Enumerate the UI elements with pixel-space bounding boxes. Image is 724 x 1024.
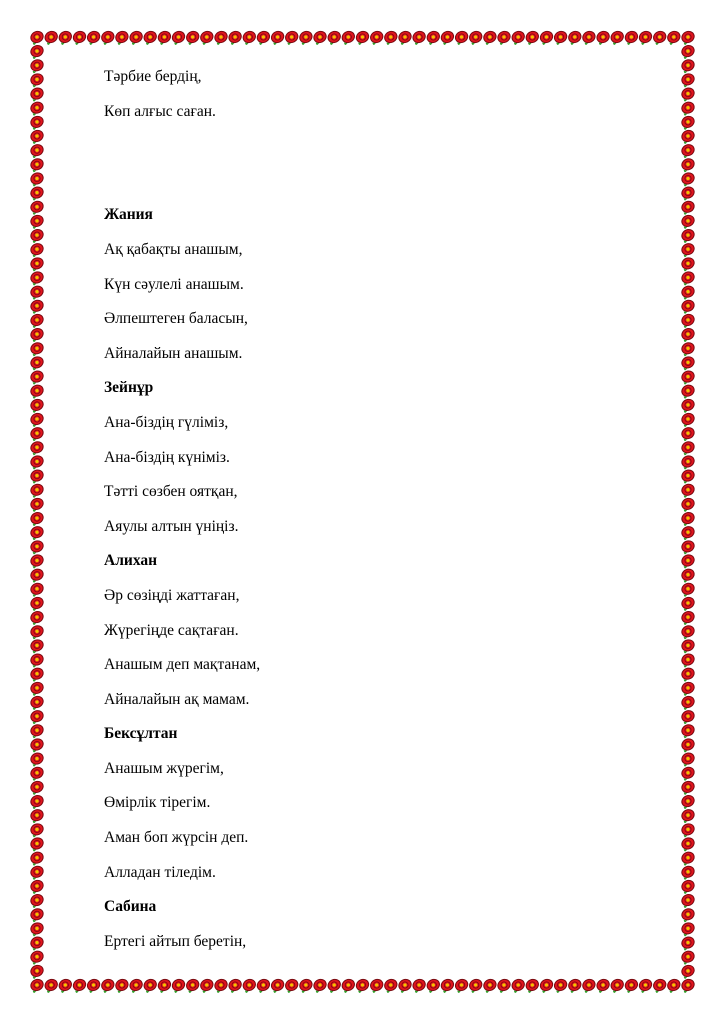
red-flower-icon bbox=[354, 977, 370, 993]
red-flower-icon bbox=[29, 185, 45, 201]
poem-line: Алладан тіледім. bbox=[104, 863, 216, 881]
red-flower-icon bbox=[397, 977, 413, 993]
red-flower-icon bbox=[227, 977, 243, 993]
red-flower-icon bbox=[482, 29, 498, 45]
red-flower-icon bbox=[397, 29, 413, 45]
red-flower-icon bbox=[29, 440, 45, 456]
red-flower-icon bbox=[269, 29, 285, 45]
red-flower-icon bbox=[453, 977, 469, 993]
red-flower-icon bbox=[29, 878, 45, 894]
red-flower-icon bbox=[29, 143, 45, 159]
stanza-gap bbox=[104, 129, 664, 164]
poem-line: Әр сөзіңді жаттаған, bbox=[104, 586, 240, 604]
red-flower-icon bbox=[100, 977, 116, 993]
poem-line: Аман боп жүрсін деп. bbox=[104, 829, 249, 847]
red-flower-icon bbox=[255, 977, 271, 993]
red-flower-icon bbox=[29, 921, 45, 937]
red-flower-icon bbox=[680, 114, 696, 130]
red-flower-icon bbox=[29, 850, 45, 866]
red-flower-icon bbox=[425, 29, 441, 45]
red-flower-icon bbox=[29, 595, 45, 611]
red-flower-icon bbox=[29, 228, 45, 244]
red-flower-icon bbox=[567, 977, 583, 993]
red-flower-icon bbox=[680, 977, 696, 993]
red-flower-icon bbox=[29, 553, 45, 569]
red-flower-icon bbox=[680, 694, 696, 710]
red-flower-icon bbox=[29, 949, 45, 965]
red-flower-icon bbox=[29, 751, 45, 767]
red-flower-icon bbox=[680, 737, 696, 753]
red-flower-icon bbox=[199, 29, 215, 45]
poem-line: Ана-біздің күніміз. bbox=[104, 448, 230, 466]
stanza-gap bbox=[104, 164, 664, 199]
red-flower-icon bbox=[680, 525, 696, 541]
red-flower-icon bbox=[538, 29, 554, 45]
red-flower-icon bbox=[128, 29, 144, 45]
red-flower-icon bbox=[369, 977, 385, 993]
red-flower-icon bbox=[199, 977, 215, 993]
red-flower-icon bbox=[29, 355, 45, 371]
red-flower-icon bbox=[29, 581, 45, 597]
red-flower-icon bbox=[680, 666, 696, 682]
red-flower-icon bbox=[680, 44, 696, 60]
red-flower-icon bbox=[29, 397, 45, 413]
red-flower-icon bbox=[595, 977, 611, 993]
red-flower-icon bbox=[57, 29, 73, 45]
red-flower-icon bbox=[680, 595, 696, 611]
red-flower-icon bbox=[411, 29, 427, 45]
red-flower-icon bbox=[43, 977, 59, 993]
reader-name-sabina: Сабина bbox=[104, 898, 157, 916]
red-flower-icon bbox=[383, 977, 399, 993]
red-flower-icon bbox=[680, 58, 696, 74]
poem-line: Анашым жүрегім, bbox=[104, 759, 224, 777]
red-flower-icon bbox=[29, 652, 45, 668]
red-flower-icon bbox=[100, 29, 116, 45]
red-flower-icon bbox=[680, 765, 696, 781]
red-flower-icon bbox=[680, 878, 696, 894]
red-flower-icon bbox=[29, 58, 45, 74]
poem-line: Ақ қабақты анашым, bbox=[104, 240, 243, 258]
red-flower-icon bbox=[510, 29, 526, 45]
red-flower-icon bbox=[43, 29, 59, 45]
red-flower-icon bbox=[680, 511, 696, 527]
red-flower-icon bbox=[29, 72, 45, 88]
red-flower-icon bbox=[57, 977, 73, 993]
red-flower-icon bbox=[340, 977, 356, 993]
red-flower-icon bbox=[284, 977, 300, 993]
poem-line: Ана-біздің гүліміз, bbox=[104, 413, 229, 431]
red-flower-icon bbox=[680, 86, 696, 102]
red-flower-icon bbox=[29, 963, 45, 979]
poem-line: Күн сәулелі анашым. bbox=[104, 275, 244, 293]
red-flower-icon bbox=[213, 977, 229, 993]
red-flower-icon bbox=[680, 327, 696, 343]
red-flower-icon bbox=[71, 29, 87, 45]
red-flower-icon bbox=[29, 482, 45, 498]
red-flower-icon bbox=[185, 29, 201, 45]
red-flower-icon bbox=[680, 242, 696, 258]
red-flower-icon bbox=[680, 496, 696, 512]
red-flower-icon bbox=[29, 426, 45, 442]
red-flower-icon bbox=[680, 822, 696, 838]
red-flower-icon bbox=[680, 72, 696, 88]
red-flower-icon bbox=[29, 822, 45, 838]
red-flower-icon bbox=[85, 977, 101, 993]
red-flower-icon bbox=[680, 850, 696, 866]
red-flower-icon bbox=[680, 298, 696, 314]
red-flower-icon bbox=[552, 29, 568, 45]
red-flower-icon bbox=[29, 610, 45, 626]
poem-line: Жүрегіңде сақтаған. bbox=[104, 621, 239, 639]
red-flower-icon bbox=[680, 482, 696, 498]
poem-line: Ертегі айтып беретін, bbox=[104, 932, 247, 950]
red-flower-icon bbox=[567, 29, 583, 45]
red-flower-icon bbox=[29, 199, 45, 215]
red-flower-icon bbox=[496, 977, 512, 993]
red-flower-icon bbox=[680, 624, 696, 640]
red-flower-icon bbox=[29, 312, 45, 328]
red-flower-icon bbox=[666, 977, 682, 993]
red-flower-icon bbox=[29, 128, 45, 144]
red-flower-icon bbox=[29, 157, 45, 173]
red-flower-icon bbox=[241, 977, 257, 993]
red-flower-icon bbox=[29, 242, 45, 258]
red-flower-icon bbox=[29, 327, 45, 343]
red-flower-icon bbox=[538, 977, 554, 993]
red-flower-icon bbox=[680, 454, 696, 470]
red-flower-icon bbox=[680, 284, 696, 300]
red-flower-icon bbox=[581, 29, 597, 45]
red-flower-icon bbox=[482, 977, 498, 993]
red-flower-icon bbox=[29, 511, 45, 527]
poem-line: Әлпештеген баласын, bbox=[104, 310, 248, 328]
red-flower-icon bbox=[680, 369, 696, 385]
red-flower-icon bbox=[680, 270, 696, 286]
red-flower-icon bbox=[680, 157, 696, 173]
red-flower-icon bbox=[326, 29, 342, 45]
red-flower-icon bbox=[680, 779, 696, 795]
red-flower-icon bbox=[298, 977, 314, 993]
red-flower-icon bbox=[29, 907, 45, 923]
red-flower-icon bbox=[71, 977, 87, 993]
red-flower-icon bbox=[114, 29, 130, 45]
red-flower-icon bbox=[29, 341, 45, 357]
red-flower-icon bbox=[468, 29, 484, 45]
red-flower-icon bbox=[425, 977, 441, 993]
red-flower-icon bbox=[29, 694, 45, 710]
red-flower-icon bbox=[680, 29, 696, 45]
red-flower-icon bbox=[680, 808, 696, 824]
red-flower-icon bbox=[680, 723, 696, 739]
red-flower-icon bbox=[269, 977, 285, 993]
poem-line: Аяулы алтын үніңіз. bbox=[104, 517, 239, 535]
red-flower-icon bbox=[411, 977, 427, 993]
red-flower-icon bbox=[29, 567, 45, 583]
red-flower-icon bbox=[29, 539, 45, 555]
red-flower-icon bbox=[524, 29, 540, 45]
red-flower-icon bbox=[29, 369, 45, 385]
red-flower-icon bbox=[680, 355, 696, 371]
red-flower-icon bbox=[680, 411, 696, 427]
red-flower-icon bbox=[680, 100, 696, 116]
red-flower-icon bbox=[680, 228, 696, 244]
red-flower-icon bbox=[85, 29, 101, 45]
poem-line: Айналайын ақ мамам. bbox=[104, 690, 250, 708]
red-flower-icon bbox=[114, 977, 130, 993]
red-flower-icon bbox=[680, 652, 696, 668]
poem-line: Айналайын анашым. bbox=[104, 344, 243, 362]
red-flower-icon bbox=[29, 765, 45, 781]
red-flower-icon bbox=[29, 808, 45, 824]
red-flower-icon bbox=[680, 610, 696, 626]
red-flower-icon bbox=[29, 270, 45, 286]
red-flower-icon bbox=[156, 977, 172, 993]
red-flower-icon bbox=[29, 794, 45, 810]
red-flower-icon bbox=[213, 29, 229, 45]
red-flower-icon bbox=[552, 977, 568, 993]
red-flower-icon bbox=[680, 638, 696, 654]
red-flower-icon bbox=[298, 29, 314, 45]
red-flower-icon bbox=[496, 29, 512, 45]
red-flower-icon bbox=[312, 977, 328, 993]
red-flower-icon bbox=[680, 397, 696, 413]
red-flower-icon bbox=[29, 723, 45, 739]
red-flower-icon bbox=[680, 581, 696, 597]
red-flower-icon bbox=[29, 836, 45, 852]
red-flower-icon bbox=[29, 525, 45, 541]
red-flower-icon bbox=[312, 29, 328, 45]
red-flower-icon bbox=[680, 539, 696, 555]
red-flower-icon bbox=[623, 29, 639, 45]
red-flower-icon bbox=[680, 836, 696, 852]
red-flower-icon bbox=[29, 284, 45, 300]
red-flower-icon bbox=[29, 864, 45, 880]
red-flower-icon bbox=[185, 977, 201, 993]
red-flower-icon bbox=[29, 666, 45, 682]
red-flower-icon bbox=[666, 29, 682, 45]
red-flower-icon bbox=[439, 977, 455, 993]
red-flower-icon bbox=[29, 86, 45, 102]
red-flower-icon bbox=[680, 935, 696, 951]
red-flower-icon bbox=[29, 100, 45, 116]
red-flower-icon bbox=[29, 779, 45, 795]
red-flower-icon bbox=[453, 29, 469, 45]
red-flower-icon bbox=[652, 29, 668, 45]
poem-line: Өмірлік тірегім. bbox=[104, 794, 211, 812]
red-flower-icon bbox=[29, 709, 45, 725]
poem-line: Көп алғыс саған. bbox=[104, 102, 216, 120]
red-flower-icon bbox=[581, 977, 597, 993]
red-flower-icon bbox=[369, 29, 385, 45]
red-flower-icon bbox=[29, 29, 45, 45]
red-flower-icon bbox=[680, 794, 696, 810]
red-flower-icon bbox=[29, 213, 45, 229]
reader-name-alikhan: Алихан bbox=[104, 552, 158, 570]
red-flower-icon bbox=[156, 29, 172, 45]
red-flower-icon bbox=[439, 29, 455, 45]
red-flower-icon bbox=[595, 29, 611, 45]
red-flower-icon bbox=[652, 977, 668, 993]
red-flower-icon bbox=[29, 977, 45, 993]
red-flower-icon bbox=[680, 468, 696, 484]
red-flower-icon bbox=[680, 341, 696, 357]
red-flower-icon bbox=[284, 29, 300, 45]
red-flower-icon bbox=[29, 298, 45, 314]
red-flower-icon bbox=[680, 864, 696, 880]
red-flower-icon bbox=[29, 638, 45, 654]
red-flower-icon bbox=[680, 921, 696, 937]
red-flower-icon bbox=[340, 29, 356, 45]
red-flower-icon bbox=[29, 624, 45, 640]
red-flower-icon bbox=[29, 114, 45, 130]
red-flower-icon bbox=[29, 893, 45, 909]
red-flower-icon bbox=[170, 29, 186, 45]
red-flower-icon bbox=[468, 977, 484, 993]
red-flower-icon bbox=[29, 737, 45, 753]
red-flower-icon bbox=[680, 553, 696, 569]
red-flower-icon bbox=[29, 454, 45, 470]
poem-line: Анашым деп мақтанам, bbox=[104, 656, 261, 674]
red-flower-icon bbox=[142, 977, 158, 993]
red-flower-icon bbox=[680, 440, 696, 456]
red-flower-icon bbox=[680, 171, 696, 187]
red-flower-icon bbox=[680, 185, 696, 201]
red-flower-icon bbox=[326, 977, 342, 993]
poem-line: Тәрбие бердің, bbox=[104, 68, 202, 85]
red-flower-icon bbox=[680, 143, 696, 159]
red-flower-icon bbox=[680, 907, 696, 923]
red-flower-icon bbox=[637, 977, 653, 993]
reader-name-beksultan: Бексұлтан bbox=[104, 725, 178, 743]
red-flower-icon bbox=[29, 256, 45, 272]
red-flower-icon bbox=[680, 680, 696, 696]
red-flower-icon bbox=[241, 29, 257, 45]
red-flower-icon bbox=[29, 496, 45, 512]
red-flower-icon bbox=[29, 680, 45, 696]
red-flower-icon bbox=[29, 468, 45, 484]
red-flower-icon bbox=[255, 29, 271, 45]
red-flower-icon bbox=[623, 977, 639, 993]
red-flower-icon bbox=[680, 751, 696, 767]
red-flower-icon bbox=[29, 935, 45, 951]
red-flower-icon bbox=[354, 29, 370, 45]
red-flower-icon bbox=[680, 949, 696, 965]
red-flower-icon bbox=[680, 128, 696, 144]
red-flower-icon bbox=[29, 44, 45, 60]
red-flower-icon bbox=[609, 977, 625, 993]
red-flower-icon bbox=[680, 426, 696, 442]
red-flower-icon bbox=[680, 709, 696, 725]
red-flower-icon bbox=[524, 977, 540, 993]
red-flower-icon bbox=[29, 383, 45, 399]
red-flower-icon bbox=[680, 213, 696, 229]
red-flower-icon bbox=[128, 977, 144, 993]
red-flower-icon bbox=[680, 567, 696, 583]
red-flower-icon bbox=[29, 411, 45, 427]
poem-content bbox=[104, 60, 664, 959]
red-flower-icon bbox=[680, 312, 696, 328]
red-flower-icon bbox=[510, 977, 526, 993]
red-flower-icon bbox=[609, 29, 625, 45]
red-flower-icon bbox=[680, 383, 696, 399]
red-flower-icon bbox=[227, 29, 243, 45]
red-flower-icon bbox=[680, 893, 696, 909]
red-flower-icon bbox=[29, 171, 45, 187]
poem-line: Тәтті сөзбен оятқан, bbox=[104, 483, 238, 501]
reader-name-zhaniya: Жания bbox=[104, 206, 153, 224]
red-flower-icon bbox=[680, 256, 696, 272]
red-flower-icon bbox=[680, 963, 696, 979]
reader-name-zeinur: Зейнұр bbox=[104, 379, 154, 397]
red-flower-icon bbox=[680, 199, 696, 215]
red-flower-icon bbox=[637, 29, 653, 45]
red-flower-icon bbox=[142, 29, 158, 45]
red-flower-icon bbox=[170, 977, 186, 993]
red-flower-icon bbox=[383, 29, 399, 45]
